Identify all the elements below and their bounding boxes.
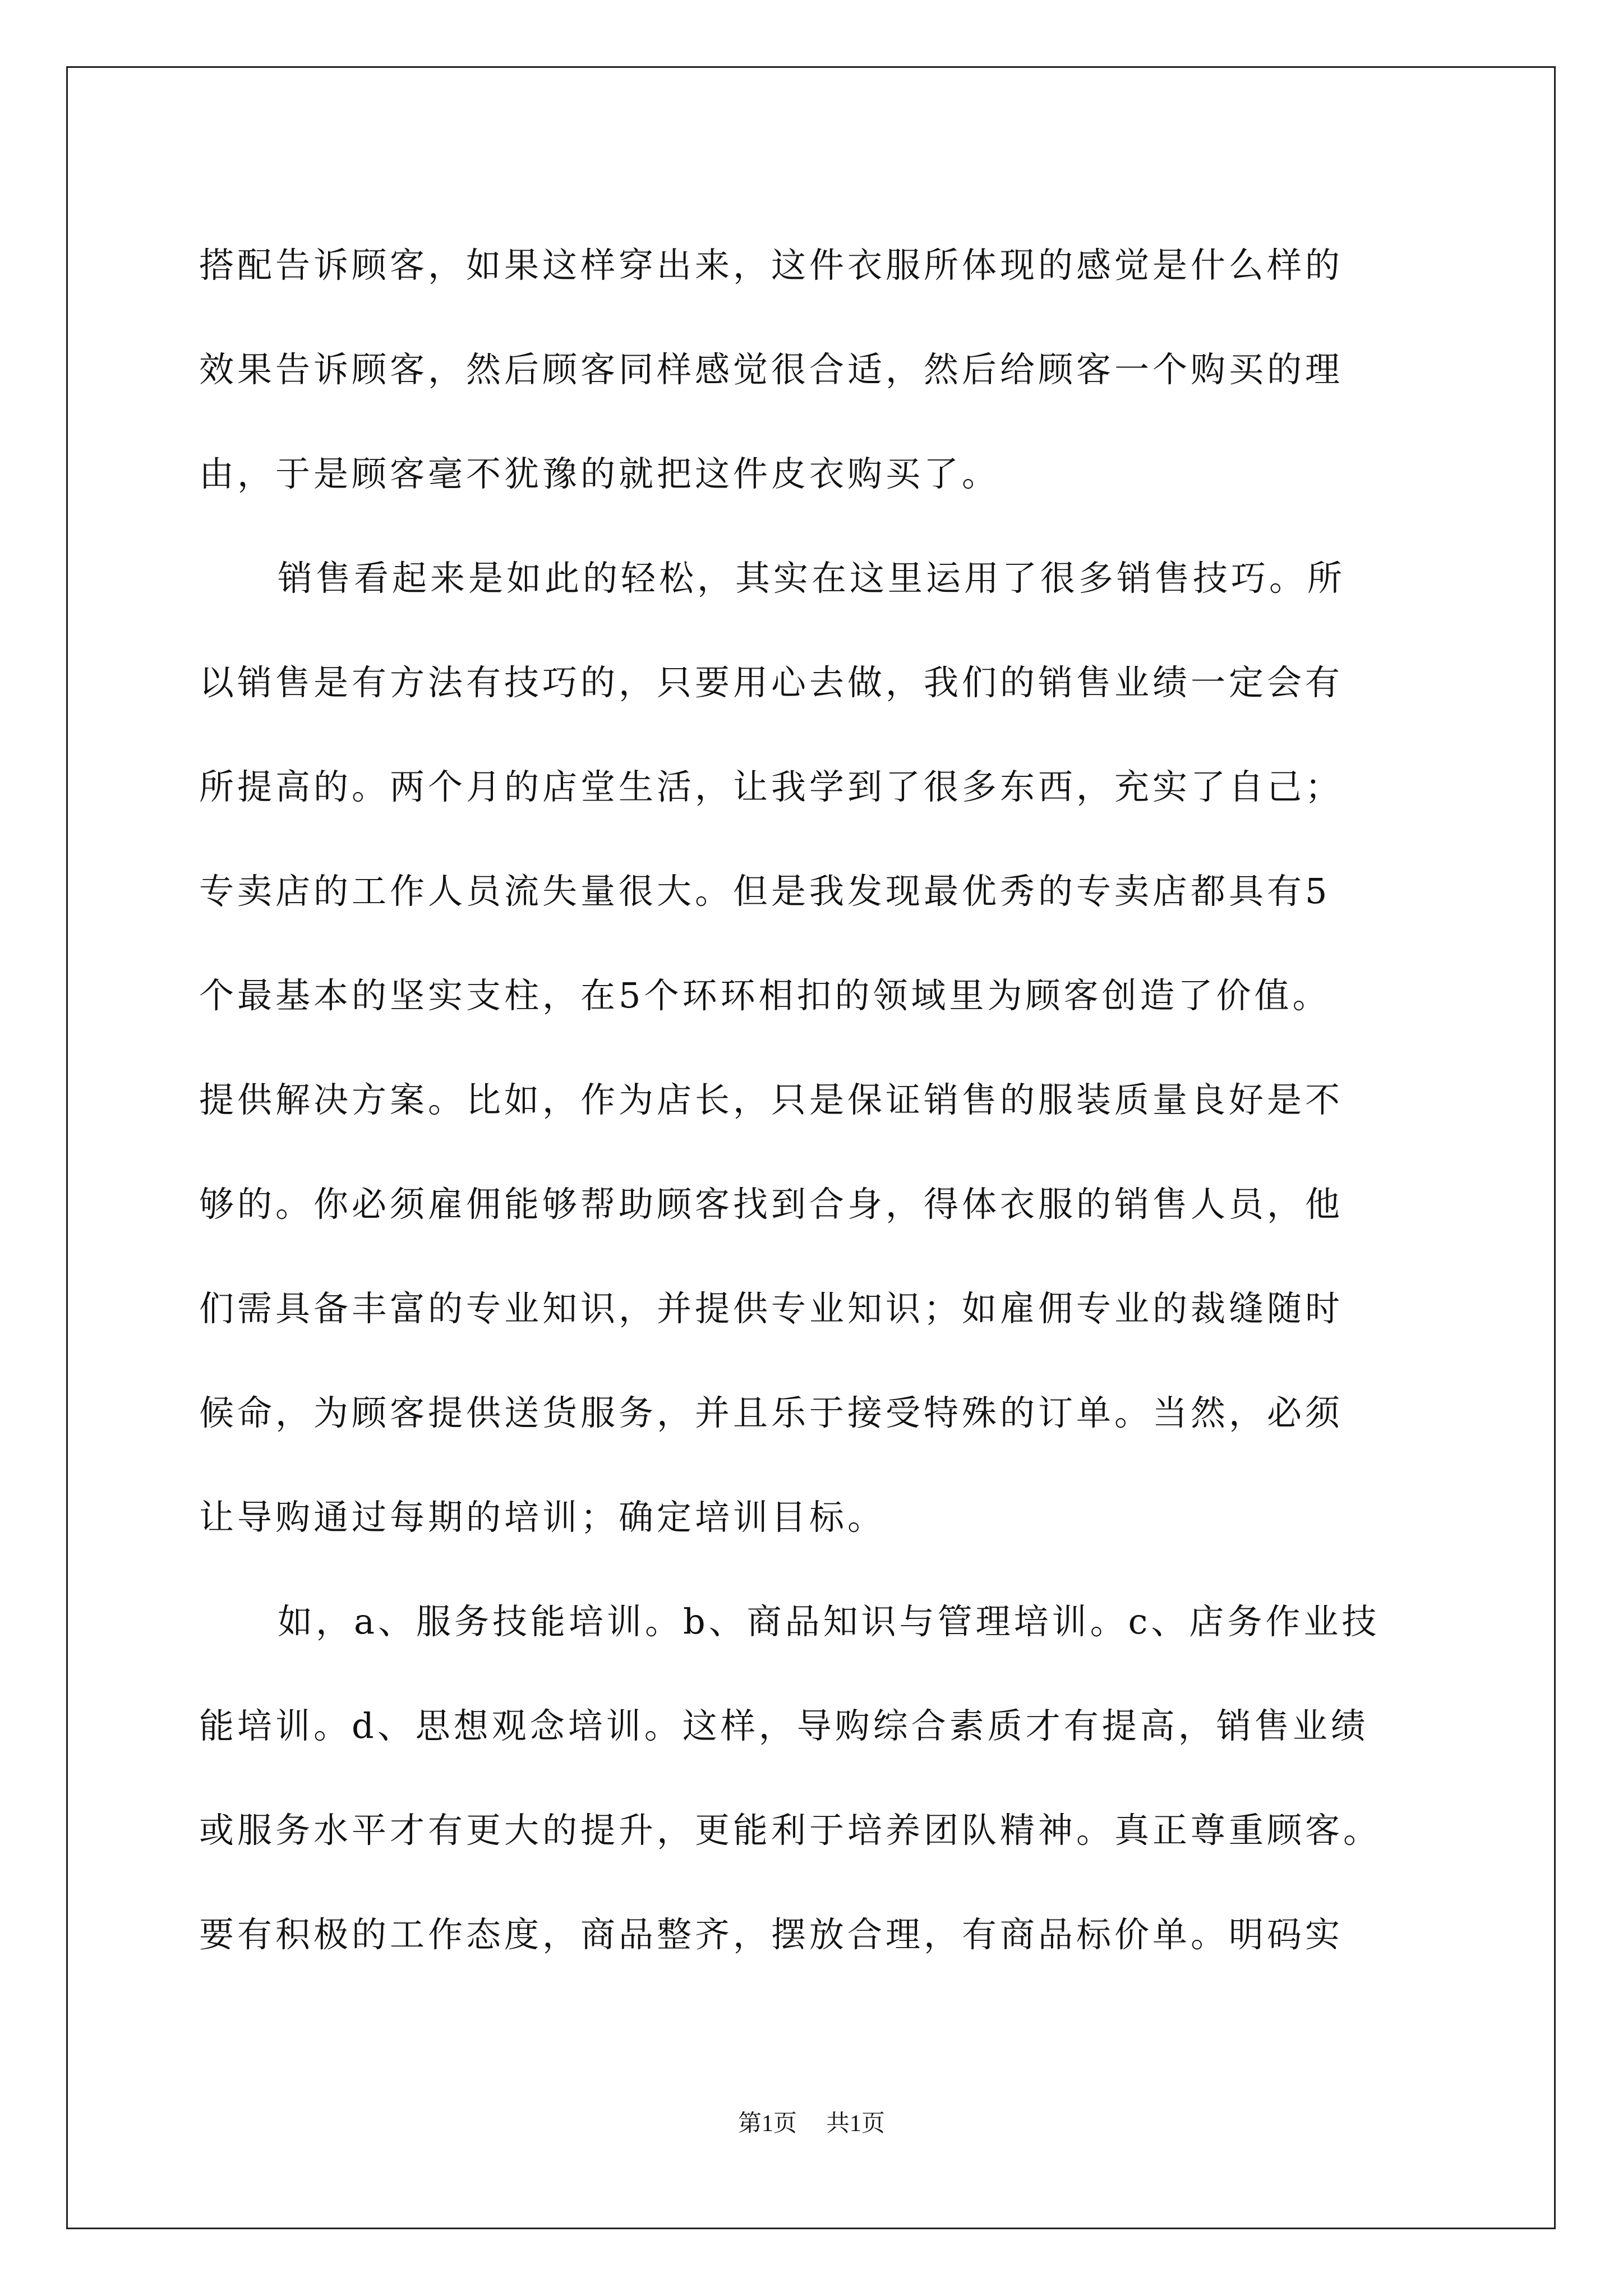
- document-body: [199, 213, 1427, 1987]
- text-line: 由，于是顾客毫不犹豫的就把这件皮衣购买了。: [199, 453, 1000, 494]
- paragraph: [199, 213, 1427, 526]
- page-footer: [0, 2105, 1623, 2138]
- text-line: 所提高的。两个月的店堂生活，让我学到了很多东西，充实了自己；: [199, 766, 1344, 807]
- text-line: 个最基本的坚实支柱，在5个环环相扣的领域里为顾客创造了价值。: [199, 975, 1331, 1016]
- page-number: 第1页: [737, 2111, 797, 2137]
- text-line: 效果告诉顾客，然后顾客同样感觉很合适，然后给顾客一个购买的理: [199, 349, 1344, 390]
- paragraph: [199, 526, 1427, 1570]
- text-line: 提供解决方案。比如，作为店长，只是保证销售的服装质量良好是不: [199, 1079, 1344, 1120]
- text-line: 候命，为顾客提供送货服务，并且乐于接受特殊的订单。当然，必须: [199, 1392, 1344, 1433]
- text-line: 搭配告诉顾客，如果这样穿出来，这件衣服所体现的感觉是什么样的: [199, 245, 1344, 286]
- paragraph: [199, 1570, 1427, 1987]
- text-line: 要有积极的工作态度，商品整齐，摆放合理，有商品标价单。明码实: [199, 1914, 1344, 1955]
- text-line: 以销售是有方法有技巧的，只要用心去做，我们的销售业绩一定会有: [199, 662, 1344, 703]
- text-line: 们需具备丰富的专业知识，并提供专业知识；如雇佣专业的裁缝随时: [199, 1288, 1344, 1329]
- page-count: 共1页: [826, 2111, 886, 2137]
- text-line: 够的。你必须雇佣能够帮助顾客找到合身，得体衣服的销售人员，他: [199, 1184, 1344, 1225]
- text-line: 或服务水平才有更大的提升，更能利于培养团队精神。真正尊重顾客。: [199, 1810, 1382, 1851]
- text-line: 专卖店的工作人员流失量很大。但是我发现最优秀的专卖店都具有5: [199, 871, 1331, 912]
- text-line: 能培训。d、思想观念培训。这样，导购综合素质才有提高，销售业绩: [199, 1705, 1369, 1746]
- text-line: 如，a、服务技能培训。b、商品知识与管理培训。c、店务作业技: [278, 1601, 1380, 1642]
- text-line: 销售看起来是如此的轻松，其实在这里运用了很多销售技巧。所: [278, 558, 1346, 599]
- text-line: 让导购通过每期的培训；确定培训目标。: [199, 1497, 886, 1538]
